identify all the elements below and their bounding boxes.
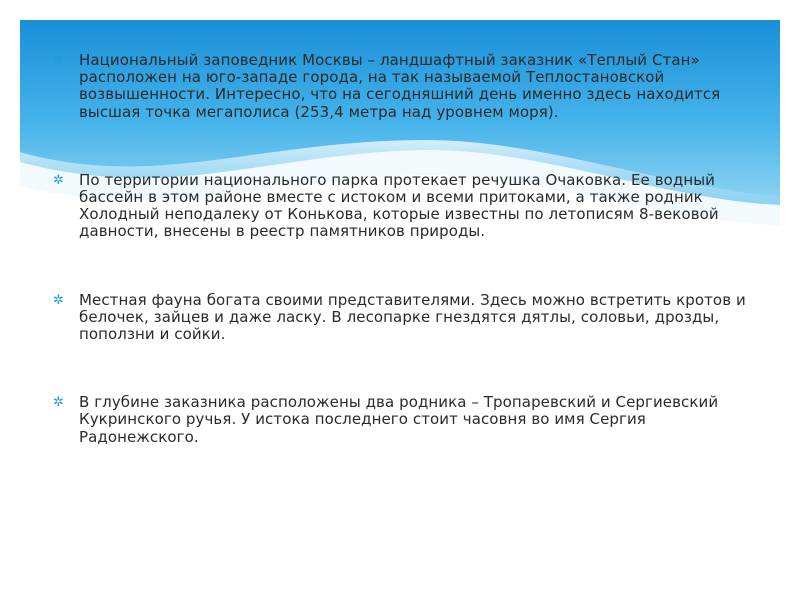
bullet-item-reserve-overview [52,52,747,121]
bullet-text: Местная фауна богата своими представителями. Здесь можно встретить кротов и белочек, зайцев и даже ласку. В лесопарке гнездятся дятлы, соловьи, дрозды, поползни и сойки. [79,290,746,344]
bullet-item-springs-chapel [52,394,747,446]
star-bullet-icon: ✲ [53,292,64,308]
bullet-text: Национальный заповедник Москвы – ландшафтный заказник «Теплый Стан» расположен на юго-западе города, на так называемой Теплостановской возвышенности. Интересно, что на сегодняшний день именно здесь находится высшая точка мегаполиса (253,4 метра над уровнем моря). [79,51,721,121]
bullet-item-ochakovka-river [52,172,747,241]
bullet-text: По территории национального парка протекает речушка Очаковка. Ее водный бассейн в этом районе вместе с истоком и всеми притоками, а также родник Холодный неподалеку от Конькова, которые известны по летописям 8-вековой давности, внесены в реестр памятников природы. [79,170,719,241]
star-bullet-icon: ✲ [53,172,64,188]
bullet-list [52,52,747,446]
star-bullet-icon: ✲ [53,53,64,68]
bullet-item-local-fauna [52,292,747,344]
bullet-text: В глубине заказника расположены два родника – Тропаревский и Сергиевский Кукринского ручья. У истока последнего стоит часовня во имя Сергия Радонежского. [79,393,719,446]
star-bullet-icon: ✲ [53,395,64,411]
